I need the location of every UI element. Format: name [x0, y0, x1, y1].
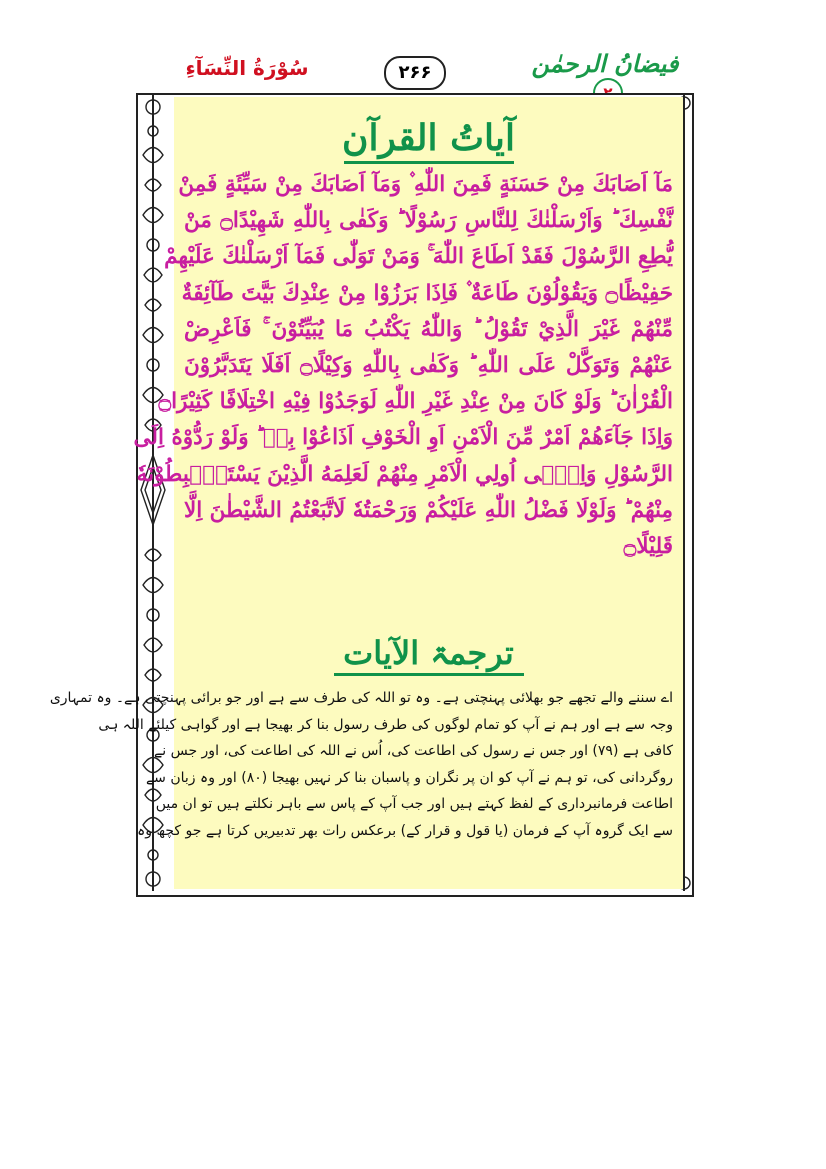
- page-number: ۲۶۶: [384, 56, 446, 90]
- ayat-title-underline: [344, 161, 514, 164]
- arabic-line: وَاِذَا جَآءَهُمْ اَمْرٌ مِّنَ الْاَمْنِ اَوِ الْخَوْفِ اَذَاعُوْا بِهٖ ؕ وَلَوْ رَدُّوْهُ اِلَى: [133, 425, 673, 451]
- surah-name: سُوْرَةُ النِّسَآءِ: [185, 56, 309, 80]
- translation-section-title: ترجمۃ الآیات: [343, 634, 514, 672]
- urdu-line: اطاعت فرمانبرداری کے لفظ کہتے ہیں اور جب آپ کے پاس سے باہر نکلتے ہیں تو ان میں: [155, 796, 673, 813]
- book-title: [520, 50, 690, 86]
- content-panel: [49, 97, 683, 889]
- arabic-line: الرَّسُوْلِ وَاِلٰۤى اُولِي الْاَمْرِ مِنْهُمْ لَعَلِمَهُ الَّذِيْنَ يَسْتَنْۢبِطُوْنَهٗ: [136, 461, 673, 487]
- book-title-text: فیضانُ الرحمٰن: [531, 50, 679, 78]
- arabic-line: نَّفْسِكَ ؕ وَاَرْسَلْنٰكَ لِلنَّاسِ رَسُوْلًا ؕ وَكَفٰى بِاللّٰهِ شَهِيْدًا۝ مَنْ: [184, 208, 673, 234]
- arabic-line: عَنْهُمْ وَتَوَكَّلْ عَلَى اللّٰهِ ؕ وَكَفٰى بِاللّٰهِ وَكِيْلًا۝ اَفَلَا يَتَدَبَّرُوْنَ: [184, 353, 674, 379]
- urdu-translation: [49, 685, 673, 845]
- arabic-line: حَفِيْظًا۝ وَيَقُوْلُوْنَ طَاعَةٌ ۫ فَاِذَا بَرَزُوْا مِنْ عِنْدِكَ بَيَّتَ طَآئِفَةٌ: [181, 280, 673, 306]
- translation-title-underline: [334, 673, 524, 676]
- urdu-line: روگردانی کی، تو ہم نے آپ کو ان پر نگران و پاسبان بنا کر نہیں بھیجا (۸۰) اور وہ زبان سے: [145, 769, 673, 786]
- arabic-line: الْقُرْاٰنَ ؕ وَلَوْ كَانَ مِنْ عِنْدِ غَيْرِ اللّٰهِ لَوَجَدُوْا فِيْهِ اخْتِلَافًا كَثِيْرًا۝: [158, 389, 673, 415]
- arabic-verses: [133, 167, 674, 565]
- arabic-line: مِّنْهُمْ غَيْرَ الَّذِيْ تَقُوْلُ ؕ وَاللّٰهُ يَكْتُبُ مَا يُبَيِّتُوْنَ ۚ فَاَعْرِضْ: [184, 316, 673, 342]
- urdu-line: وجہ سے ہے اور ہم نے آپ کو تمام لوگوں کی طرف رسول بنا کر بھیجا ہے اور گواہی کیلئے اللہ ہی: [98, 716, 673, 733]
- arabic-line: مَآ اَصَابَكَ مِنْ حَسَنَةٍ فَمِنَ اللّٰهِ ۫ وَمَآ اَصَابَكَ مِنْ سَيِّئَةٍ فَمِنْ: [178, 172, 673, 197]
- urdu-line: اے سننے والے تجھے جو بھلائی پہنچتی ہے۔ وہ تو اللہ کی طرف سے ہے اور جو برائی پہنچتی ہے۔ وہ تمہاری: [49, 690, 673, 706]
- arabic-line: مِنْهُمْ ؕ وَلَوْلَا فَضْلُ اللّٰهِ عَلَيْكُمْ وَرَحْمَتُهٗ لَاتَّبَعْتُمُ الشَّيْطٰنَ اِلَّا: [183, 497, 673, 523]
- arabic-line: يُّطِعِ الرَّسُوْلَ فَقَدْ اَطَاعَ اللّٰهَ ۚ وَمَنْ تَوَلّٰى فَمَآ اَرْسَلْنٰكَ عَلَيْهِمْ: [164, 244, 673, 270]
- ayat-section-title: آیاتُ القرآن: [342, 117, 515, 159]
- urdu-line: کافی ہے (۷۹) اور جس نے رسول کی اطاعت کی، اُس نے اللہ کی اطاعت کی، اور جس نے: [154, 743, 673, 760]
- urdu-line: سے ایک گروہ آپ کے فرمان (یا قول و قرار کے) برعکس رات بھر تدبیریں کرتا ہے جو کچھ وہ: [137, 822, 673, 839]
- arabic-line: قَلِيْلًا۝: [623, 534, 673, 560]
